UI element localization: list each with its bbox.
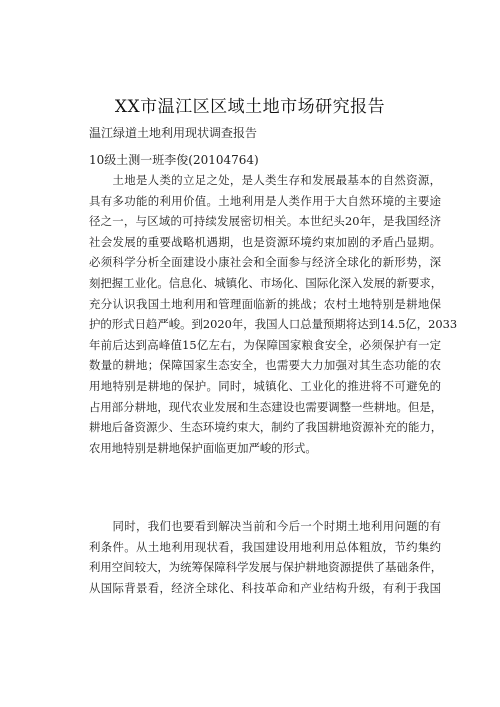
paragraph [89,170,458,458]
paragraph-line: 必须科学分析全面建设小康社会和全面参与经济全球化的新形势，深 [89,255,441,270]
paragraph-line: 护的形式日趋严峻。到2020年，我国人口总量预期将达到14.5亿，2033 [89,317,458,332]
paragraph-line: 利条件。从土地利用现状看，我国建设用地利用总体粗放，节约集约 [89,539,441,554]
paragraph-line: 径之一，与区域的可持续发展密切相关。本世纪头20年，是我国经济 [89,214,441,229]
paragraph [89,516,441,598]
paragraph-line: 充分认识我国土地利用和管理面临新的挑战；农村土地特别是耕地保 [89,296,441,311]
paragraph-line: 土地是人类的立足之处，是人类生存和发展最基本的自然资源， [89,173,441,187]
paragraph-line: 用地特别是耕地的保护。同时，城镇化、工业化的推进将不可避免的 [89,378,441,393]
paragraph-line: 耕地后备资源少、生态环境约束大，制约了我国耕地资源补充的能力， [89,420,443,435]
paragraph-line: 数量的耕地；保障国家生态安全，也需要大力加强对其生态功能的农 [89,358,441,373]
paragraph-line: 年前后达到高峰值15亿左右，为保障国家粮食安全，必须保护有一定 [89,337,441,352]
paragraph-line: 利用空间较大，为统筹保障科学发展与保护耕地资源提供了基础条件， [89,560,443,575]
paragraph-line: 社会发展的重要战略机遇期，也是资源环境约束加剧的矛盾凸显期。 [89,234,441,249]
paragraph-line: 从国际背景看，经济全球化、科技革命和产业结构升级，有利于我国 [89,580,441,595]
document-title: XX市温江区区域土地市场研究报告 [114,97,386,117]
author-line: 10级土测一班李俊(20104764) [89,153,259,167]
paragraph-line: 农用地特别是耕地保护面临更加严峻的形式。 [89,440,317,455]
paragraph-line: 刻把握工业化。信息化、城镇化、市场化、国际化深入发展的新要求， [89,275,443,290]
document-subtitle: 温江绿道土地利用现状调查报告 [89,126,258,140]
paragraph-line: 占用部分耕地，现代农业发展和生态建设也需要调整一些耕地。但是， [89,399,443,414]
paragraph-line: 同时，我们也要看到解决当前和今后一个时期土地利用问题的有 [89,519,441,533]
paragraph-line: 具有多功能的利用价值。土地利用是人类作用于大自然环境的主要途 [89,193,441,208]
